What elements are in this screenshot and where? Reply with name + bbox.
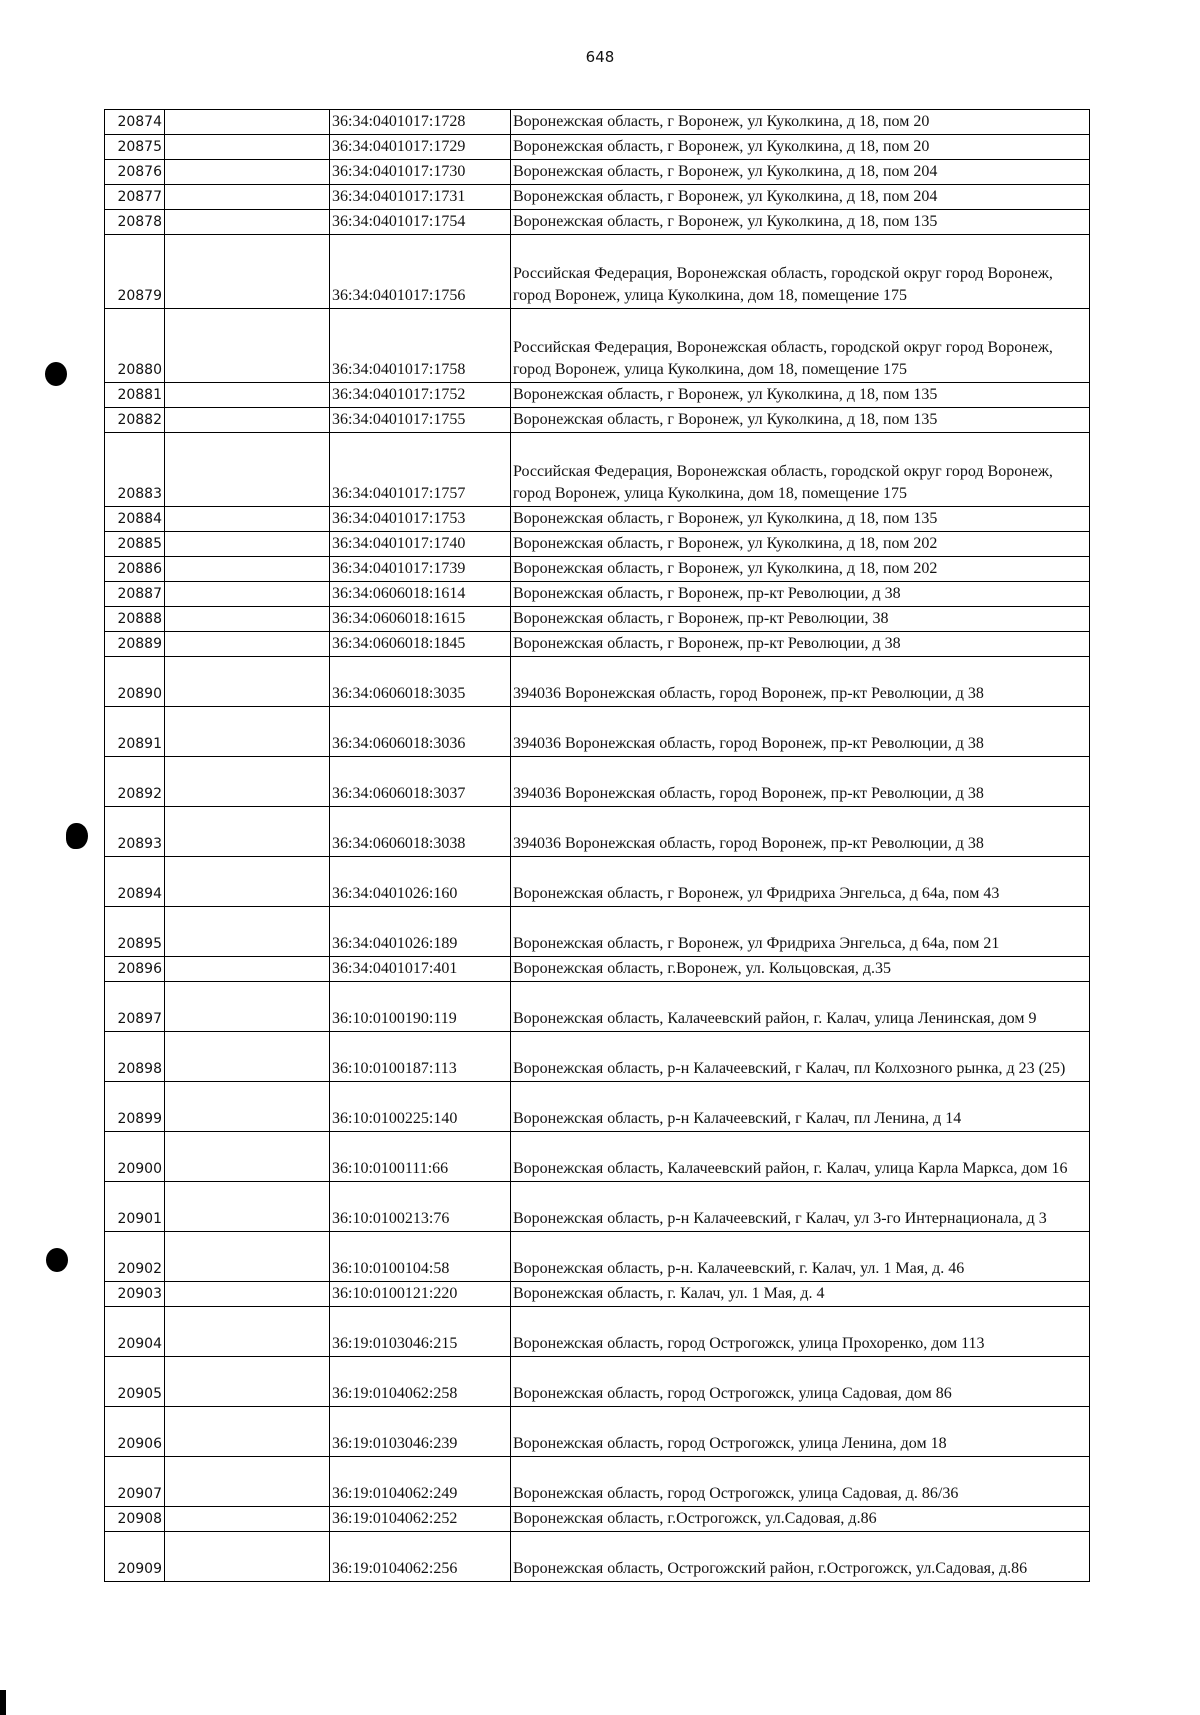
row-number-cell: 20906 — [105, 1407, 165, 1457]
row-number-cell: 20881 — [105, 383, 165, 408]
empty-cell — [165, 632, 330, 657]
address-cell: 394036 Воронежская область, город Воронеж, пр-кт Революции, д 38 — [511, 657, 1090, 707]
cadastral-number-cell: 36:34:0606018:3036 — [330, 707, 511, 757]
row-number-cell: 20892 — [105, 757, 165, 807]
cadastral-number-cell: 36:19:0104062:249 — [330, 1457, 511, 1507]
cadastral-number-cell: 36:10:0100104:58 — [330, 1232, 511, 1282]
table-row — [105, 1507, 1090, 1532]
address-cell: Воронежская область, г Воронеж, ул Куколкина, д 18, пом 135 — [511, 408, 1090, 433]
cadastral-number-cell: 36:34:0401017:1739 — [330, 557, 511, 582]
address-cell: Воронежская область, город Острогожск, улица Прохоренко, дом 113 — [511, 1307, 1090, 1357]
row-number-cell: 20879 — [105, 235, 165, 309]
row-number-cell: 20900 — [105, 1132, 165, 1182]
cadastral-number-cell: 36:19:0104062:252 — [330, 1507, 511, 1532]
empty-cell — [165, 557, 330, 582]
address-cell: Воронежская область, г.Острогожск, ул.Садовая, д.86 — [511, 1507, 1090, 1532]
empty-cell — [165, 1282, 330, 1307]
address-cell: Воронежская область, г Воронеж, ул Куколкина, д 18, пом 202 — [511, 557, 1090, 582]
address-cell: 394036 Воронежская область, город Воронеж, пр-кт Революции, д 38 — [511, 757, 1090, 807]
empty-cell — [165, 982, 330, 1032]
row-number-cell: 20877 — [105, 185, 165, 210]
table-row — [105, 1132, 1090, 1182]
cadastral-number-cell: 36:34:0401026:160 — [330, 857, 511, 907]
cadastral-number-cell: 36:34:0606018:1845 — [330, 632, 511, 657]
cadastral-number-cell: 36:19:0103046:239 — [330, 1407, 511, 1457]
empty-cell — [165, 607, 330, 632]
empty-cell — [165, 408, 330, 433]
row-number-cell: 20891 — [105, 707, 165, 757]
table-row — [105, 1182, 1090, 1232]
row-number-cell: 20899 — [105, 1082, 165, 1132]
row-number-cell: 20889 — [105, 632, 165, 657]
cadastral-number-cell: 36:34:0401017:1754 — [330, 210, 511, 235]
property-registry-table — [104, 109, 1090, 1582]
cadastral-number-cell: 36:34:0606018:3035 — [330, 657, 511, 707]
row-number-cell: 20886 — [105, 557, 165, 582]
table-row — [105, 807, 1090, 857]
empty-cell — [165, 807, 330, 857]
table-row — [105, 957, 1090, 982]
address-cell: 394036 Воронежская область, город Воронеж, пр-кт Революции, д 38 — [511, 807, 1090, 857]
address-cell: Российская Федерация, Воронежская область, городской округ город Воронеж, город Воронеж, улица Куколкина, дом 18, помещение 175 — [511, 433, 1090, 507]
scan-edge-mark — [0, 1690, 6, 1715]
row-number-cell: 20904 — [105, 1307, 165, 1357]
empty-cell — [165, 1507, 330, 1532]
address-cell: Воронежская область, Калачеевский район, г. Калач, улица Ленинская, дом 9 — [511, 982, 1090, 1032]
empty-cell — [165, 185, 330, 210]
row-number-cell: 20902 — [105, 1232, 165, 1282]
address-cell: Воронежская область, р-н Калачеевский, г Калач, пл Колхозного рынка, д 23 (25) — [511, 1032, 1090, 1082]
empty-cell — [165, 757, 330, 807]
table-row — [105, 235, 1090, 309]
cadastral-number-cell: 36:34:0401017:1758 — [330, 309, 511, 383]
address-cell: Воронежская область, г Воронеж, ул Куколкина, д 18, пом 135 — [511, 210, 1090, 235]
row-number-cell: 20882 — [105, 408, 165, 433]
page-number: 648 — [585, 48, 615, 66]
row-number-cell: 20875 — [105, 135, 165, 160]
table-row — [105, 110, 1090, 135]
cadastral-number-cell: 36:19:0103046:215 — [330, 1307, 511, 1357]
address-cell: Воронежская область, г Воронеж, ул Куколкина, д 18, пом 20 — [511, 110, 1090, 135]
cadastral-number-cell: 36:10:0100213:76 — [330, 1182, 511, 1232]
row-number-cell: 20888 — [105, 607, 165, 632]
empty-cell — [165, 707, 330, 757]
address-cell: Воронежская область, город Острогожск, улица Ленина, дом 18 — [511, 1407, 1090, 1457]
address-cell: Воронежская область, город Острогожск, улица Садовая, дом 86 — [511, 1357, 1090, 1407]
table-row — [105, 210, 1090, 235]
table-row — [105, 1082, 1090, 1132]
row-number-cell: 20887 — [105, 582, 165, 607]
cadastral-number-cell: 36:19:0104062:256 — [330, 1532, 511, 1582]
cadastral-number-cell: 36:10:0100121:220 — [330, 1282, 511, 1307]
row-number-cell: 20893 — [105, 807, 165, 857]
cadastral-number-cell: 36:34:0401017:1731 — [330, 185, 511, 210]
table-row — [105, 857, 1090, 907]
table-row — [105, 135, 1090, 160]
empty-cell — [165, 1032, 330, 1082]
empty-cell — [165, 907, 330, 957]
empty-cell — [165, 110, 330, 135]
address-cell: Воронежская область, г Воронеж, ул Куколкина, д 18, пом 204 — [511, 160, 1090, 185]
address-cell: Воронежская область, Калачеевский район, г. Калач, улица Карла Маркса, дом 16 — [511, 1132, 1090, 1182]
empty-cell — [165, 1232, 330, 1282]
table-row — [105, 907, 1090, 957]
row-number-cell: 20903 — [105, 1282, 165, 1307]
empty-cell — [165, 433, 330, 507]
address-cell: 394036 Воронежская область, город Воронеж, пр-кт Революции, д 38 — [511, 707, 1090, 757]
row-number-cell: 20894 — [105, 857, 165, 907]
table-row — [105, 1232, 1090, 1282]
empty-cell — [165, 507, 330, 532]
empty-cell — [165, 210, 330, 235]
empty-cell — [165, 383, 330, 408]
address-cell: Воронежская область, р-н Калачеевский, г Калач, ул 3-го Интернационала, д 3 — [511, 1182, 1090, 1232]
table-row — [105, 383, 1090, 408]
empty-cell — [165, 1457, 330, 1507]
table-row — [105, 433, 1090, 507]
table-row — [105, 160, 1090, 185]
table-row — [105, 507, 1090, 532]
address-cell: Воронежская область, р-н Калачеевский, г Калач, пл Ленина, д 14 — [511, 1082, 1090, 1132]
row-number-cell: 20909 — [105, 1532, 165, 1582]
cadastral-number-cell: 36:34:0401017:1753 — [330, 507, 511, 532]
cadastral-number-cell: 36:34:0401017:1755 — [330, 408, 511, 433]
cadastral-number-cell: 36:34:0401017:1729 — [330, 135, 511, 160]
table-row — [105, 185, 1090, 210]
address-cell: Воронежская область, г Воронеж, ул Куколкина, д 18, пом 135 — [511, 507, 1090, 532]
empty-cell — [165, 1082, 330, 1132]
row-number-cell: 20901 — [105, 1182, 165, 1232]
cadastral-number-cell: 36:34:0401017:1730 — [330, 160, 511, 185]
cadastral-number-cell: 36:34:0401017:1757 — [330, 433, 511, 507]
empty-cell — [165, 1182, 330, 1232]
row-number-cell: 20884 — [105, 507, 165, 532]
registry-body — [105, 110, 1090, 1582]
punch-hole-mark — [45, 362, 67, 386]
table-row — [105, 632, 1090, 657]
table-row — [105, 1282, 1090, 1307]
row-number-cell: 20880 — [105, 309, 165, 383]
cadastral-number-cell: 36:34:0401017:1756 — [330, 235, 511, 309]
empty-cell — [165, 235, 330, 309]
table-row — [105, 1357, 1090, 1407]
cadastral-number-cell: 36:34:0401026:189 — [330, 907, 511, 957]
empty-cell — [165, 1532, 330, 1582]
cadastral-number-cell: 36:34:0606018:1614 — [330, 582, 511, 607]
empty-cell — [165, 1357, 330, 1407]
table-row — [105, 309, 1090, 383]
cadastral-number-cell: 36:10:0100111:66 — [330, 1132, 511, 1182]
empty-cell — [165, 1132, 330, 1182]
row-number-cell: 20907 — [105, 1457, 165, 1507]
address-cell: Российская Федерация, Воронежская область, городской округ город Воронеж, город Воронеж, улица Куколкина, дом 18, помещение 175 — [511, 309, 1090, 383]
table-row — [105, 1407, 1090, 1457]
address-cell: Воронежская область, г Воронеж, ул Куколкина, д 18, пом 20 — [511, 135, 1090, 160]
table-row — [105, 707, 1090, 757]
table-row — [105, 757, 1090, 807]
cadastral-number-cell: 36:34:0401017:1752 — [330, 383, 511, 408]
row-number-cell: 20905 — [105, 1357, 165, 1407]
table-row — [105, 1307, 1090, 1357]
empty-cell — [165, 1307, 330, 1357]
row-number-cell: 20895 — [105, 907, 165, 957]
table-row — [105, 1032, 1090, 1082]
empty-cell — [165, 135, 330, 160]
table-row — [105, 408, 1090, 433]
address-cell: Воронежская область, г Воронеж, пр-кт Революции, д 38 — [511, 632, 1090, 657]
table-row — [105, 557, 1090, 582]
punch-hole-mark — [46, 1248, 68, 1272]
row-number-cell: 20876 — [105, 160, 165, 185]
punch-hole-mark — [66, 823, 88, 849]
row-number-cell: 20898 — [105, 1032, 165, 1082]
cadastral-number-cell: 36:34:0606018:3038 — [330, 807, 511, 857]
table-row — [105, 582, 1090, 607]
address-cell: Воронежская область, г Воронеж, пр-кт Революции, д 38 — [511, 582, 1090, 607]
cadastral-number-cell: 36:34:0401017:1728 — [330, 110, 511, 135]
empty-cell — [165, 160, 330, 185]
cadastral-number-cell: 36:34:0401017:401 — [330, 957, 511, 982]
cadastral-number-cell: 36:34:0606018:1615 — [330, 607, 511, 632]
empty-cell — [165, 857, 330, 907]
row-number-cell: 20908 — [105, 1507, 165, 1532]
row-number-cell: 20885 — [105, 532, 165, 557]
table-row — [105, 1457, 1090, 1507]
empty-cell — [165, 532, 330, 557]
table-row — [105, 1532, 1090, 1582]
address-cell: Воронежская область, г Воронеж, ул Куколкина, д 18, пом 204 — [511, 185, 1090, 210]
table-row — [105, 982, 1090, 1032]
cadastral-number-cell: 36:19:0104062:258 — [330, 1357, 511, 1407]
address-cell: Воронежская область, р-н. Калачеевский, г. Калач, ул. 1 Мая, д. 46 — [511, 1232, 1090, 1282]
address-cell: Воронежская область, г Воронеж, ул Куколкина, д 18, пом 202 — [511, 532, 1090, 557]
address-cell: Воронежская область, г. Калач, ул. 1 Мая, д. 4 — [511, 1282, 1090, 1307]
address-cell: Воронежская область, город Острогожск, улица Садовая, д. 86/36 — [511, 1457, 1090, 1507]
empty-cell — [165, 1407, 330, 1457]
empty-cell — [165, 582, 330, 607]
table-row — [105, 532, 1090, 557]
empty-cell — [165, 657, 330, 707]
cadastral-number-cell: 36:34:0401017:1740 — [330, 532, 511, 557]
empty-cell — [165, 309, 330, 383]
table-row — [105, 607, 1090, 632]
cadastral-number-cell: 36:10:0100187:113 — [330, 1032, 511, 1082]
cadastral-number-cell: 36:10:0100190:119 — [330, 982, 511, 1032]
address-cell: Воронежская область, г Воронеж, ул Куколкина, д 18, пом 135 — [511, 383, 1090, 408]
address-cell: Воронежская область, г Воронеж, ул Фридриха Энгельса, д 64а, пом 21 — [511, 907, 1090, 957]
row-number-cell: 20897 — [105, 982, 165, 1032]
row-number-cell: 20890 — [105, 657, 165, 707]
row-number-cell: 20874 — [105, 110, 165, 135]
row-number-cell: 20878 — [105, 210, 165, 235]
address-cell: Воронежская область, г.Воронеж, ул. Кольцовская, д.35 — [511, 957, 1090, 982]
cadastral-number-cell: 36:10:0100225:140 — [330, 1082, 511, 1132]
address-cell: Российская Федерация, Воронежская область, городской округ город Воронеж, город Воронеж, улица Куколкина, дом 18, помещение 175 — [511, 235, 1090, 309]
empty-cell — [165, 957, 330, 982]
table-row — [105, 657, 1090, 707]
address-cell: Воронежская область, Острогожский район, г.Острогожск, ул.Садовая, д.86 — [511, 1532, 1090, 1582]
address-cell: Воронежская область, г Воронеж, ул Фридриха Энгельса, д 64а, пом 43 — [511, 857, 1090, 907]
row-number-cell: 20896 — [105, 957, 165, 982]
row-number-cell: 20883 — [105, 433, 165, 507]
address-cell: Воронежская область, г Воронеж, пр-кт Революции, 38 — [511, 607, 1090, 632]
cadastral-number-cell: 36:34:0606018:3037 — [330, 757, 511, 807]
